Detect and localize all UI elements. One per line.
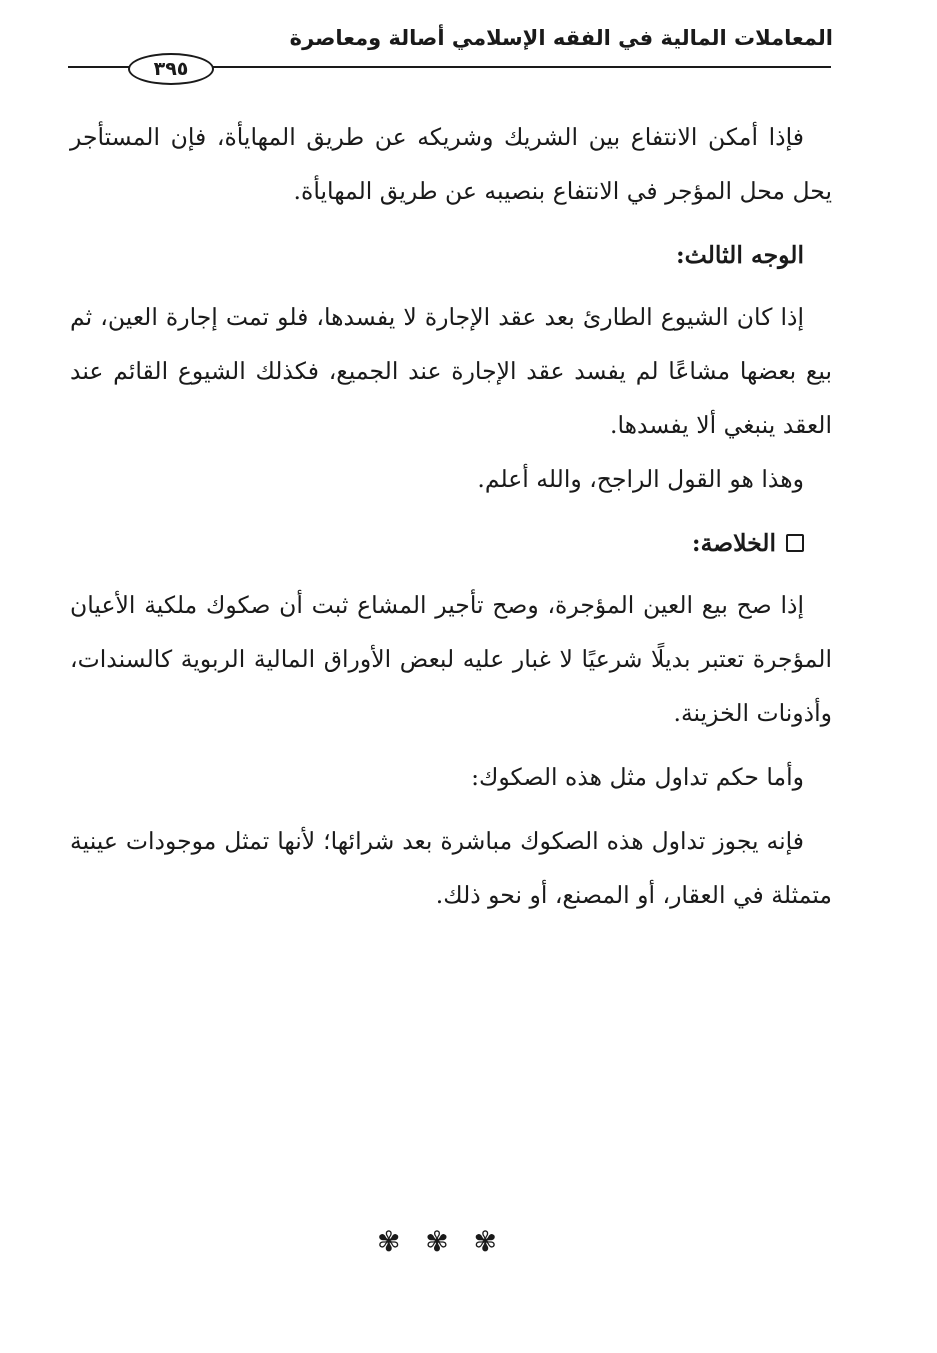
flower-ornament-icon: ✾ [425,1225,449,1258]
paragraph-conclusion-opinion: وهذا هو القول الراجح، والله أعلم. [477,465,804,493]
paragraph-mohaya: فإذا أمكن الانتفاع بين الشريك وشريكه عن طريق المهايأة، فإن المستأجر يحل محل المؤجر في الانتفاع بنصيبه عن طريق المهايأة. [70,123,832,205]
flower-ornament-icon: ✾ [377,1225,401,1258]
summary-heading-label: الخلاصة: [691,529,776,557]
section-heading-summary [70,516,832,570]
paragraph-trading-ruling: فإنه يجوز تداول هذه الصكوك مباشرة بعد شرائها؛ لأنها تمثل موجودات عينية متمثلة في العقار، أو المصنع، أو نحو ذلك. [70,827,832,909]
paragraph-sukuk-ownership: إذا صح بيع العين المؤجرة، وصح تأجير المشاع ثبت أن صكوك ملكية الأعيان المؤجرة تعتبر بديلًا شرعيًا لا غبار عليه لبعض الأوراق المالية الربوية كالسندات، وأذونات الخزينة. [70,591,832,727]
paragraph-trading-ruling-intro: وأما حكم تداول مثل هذه الصكوك: [471,763,804,791]
section-heading-third-aspect: الوجه الثالث: [676,241,804,269]
page-number: ٣٩٥ [128,53,214,85]
flower-ornament-icon: ✾ [473,1225,497,1258]
paragraph-shuyu: إذا كان الشيوع الطارئ بعد عقد الإجارة لا يفسدها، فلو تمت إجارة العين، ثم بيع بعضها مشاعًا لم يفسد عقد الإجارة عند الجميع، فكذلك الشيوع القائم عند العقد ينبغي ألا يفسدها. [70,303,832,439]
section-end-ornament [377,1222,497,1262]
page-body [70,110,832,932]
checkbox-square-icon [786,534,804,552]
running-title: المعاملات المالية في الفقه الإسلامي أصالة ومعاصرة [289,26,833,50]
